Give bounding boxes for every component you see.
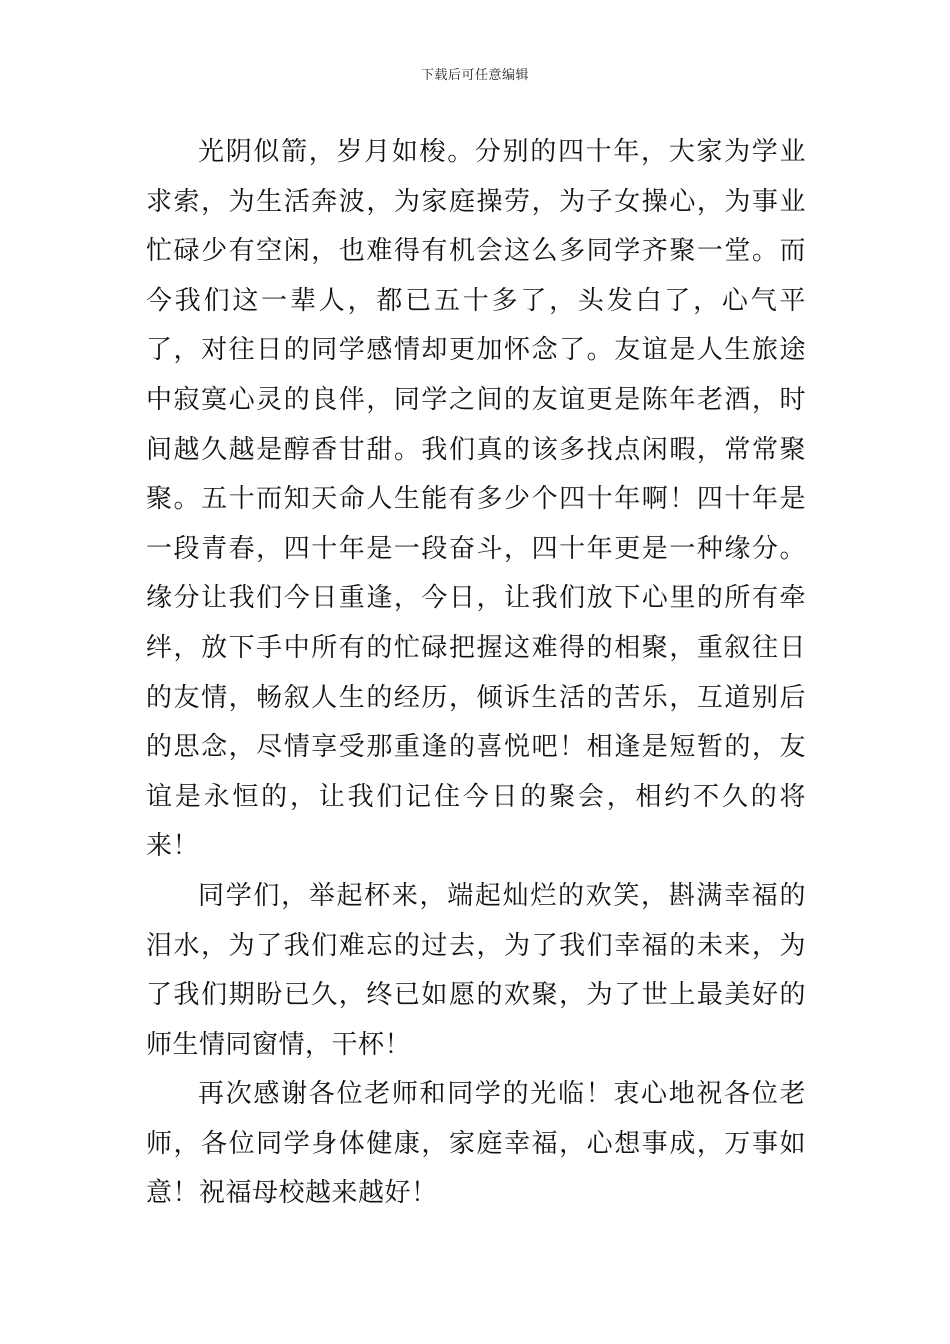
paragraph-toast: 同学们，举起杯来，端起灿烂的欢笑，斟满幸福的泪水，为了我们难忘的过去，为了我们幸福的未来，为了我们期盼已久，终已如愿的欢聚，为了世上最美好的师生情同窗情，干杯！ [146,880,806,1060]
header-note: 下载后可任意编辑 [420,68,529,83]
paragraph-reunion-reflection: 光阴似箭，岁月如梭。分别的四十年，大家为学业求索，为生活奔波，为家庭操劳，为子女操心，为事业忙碌少有空闲，也难得有机会这么多同学齐聚一堂。而今我们这一辈人，都已五十多了，头发白了，心气平了，对往日的同学感情却更加怀念了。友谊是人生旅途中寂寞心灵的良伴，同学之间的友谊更是陈年老酒，时间越久越是醇香甘甜。我们真的该多找点闲暇，常常聚聚。五十而知天命人生能有多少个四十年啊！四十年是一段青春，四十年是一段奋斗，四十年更是一种缘分。缘分让我们今日重逢，今日，让我们放下心里的所有牵绊，放下手中所有的忙碌把握这难得的相聚，重叙往日的友情，畅叙人生的经历，倾诉生活的苦乐，互道别后的思念，尽情享受那重逢的喜悦吧！相逢是短暂的，友谊是永恒的，让我们记住今日的聚会，相约不久的将来！ [146,137,806,862]
document-body [146,128,806,1219]
paragraph-thanks: 再次感谢各位老师和同学的光临！衷心地祝各位老师，各位同学身体健康，家庭幸福，心想事成，万事如意！祝福母校越来越好！ [146,1079,806,1209]
